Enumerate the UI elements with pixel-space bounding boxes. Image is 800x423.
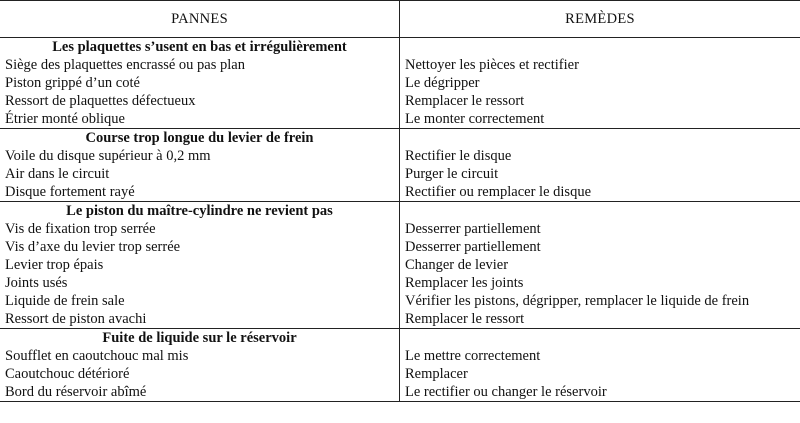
table-section [0, 129, 800, 202]
remede-cell: Remplacer le ressort [405, 93, 525, 109]
table-section [0, 38, 800, 129]
panne-cell: Ressort de piston avachi [0, 310, 400, 328]
remede-cell: Le monter correctement [405, 111, 545, 127]
panne-cell: Caoutchouc détérioré [0, 365, 400, 383]
section-title-spacer [400, 329, 800, 347]
section-title: Course trop longue du levier de frein [0, 129, 400, 147]
remede-cell: Purger le circuit [405, 166, 499, 182]
remede-cell: Le rectifier ou changer le réservoir [405, 384, 607, 400]
table-row [0, 256, 800, 274]
panne-cell: Vis d’axe du levier trop serrée [0, 238, 400, 256]
remede-cell: Remplacer les joints [405, 275, 524, 291]
remede-cell: Desserrer partiellement [405, 221, 541, 237]
remede-cell: Desserrer partiellement [405, 239, 541, 255]
panne-cell: Voile du disque supérieur à 0,2 mm [0, 147, 400, 165]
table-row [0, 92, 800, 110]
section-title: Les plaquettes s’usent en bas et irrégulièrement [0, 38, 400, 56]
table-row [0, 147, 800, 165]
remede-cell: Remplacer le ressort [405, 311, 525, 327]
table-row [0, 220, 800, 238]
table-row [0, 110, 800, 128]
table-row [0, 238, 800, 256]
panne-cell: Soufflet en caoutchouc mal mis [0, 347, 400, 365]
panne-cell: Levier trop épais [0, 256, 400, 274]
remede-cell: Remplacer [405, 366, 468, 382]
table-row [0, 74, 800, 92]
panne-cell: Joints usés [0, 274, 400, 292]
panne-cell: Disque fortement rayé [0, 183, 400, 201]
remede-cell: Le mettre correctement [405, 348, 541, 364]
section-title-spacer [400, 38, 800, 56]
section-title: Le piston du maître-cylindre ne revient pas [0, 202, 400, 220]
panne-cell: Étrier monté oblique [0, 110, 400, 128]
panne-cell: Ressort de plaquettes défectueux [0, 92, 400, 110]
table-section [0, 202, 800, 329]
table-row [0, 183, 800, 201]
table-section [0, 329, 800, 402]
table-row [0, 56, 800, 74]
remede-cell: Rectifier le disque [405, 148, 512, 164]
table-row [0, 292, 800, 310]
table-body [0, 38, 800, 402]
remede-cell: Rectifier ou remplacer le disque [405, 184, 592, 200]
table-row [0, 310, 800, 328]
remede-cell: Nettoyer les pièces et rectifier [405, 57, 579, 73]
section-title-row [0, 202, 800, 220]
panne-cell: Liquide de frein sale [0, 292, 400, 310]
table-row [0, 365, 800, 383]
section-title-row [0, 129, 800, 147]
table-header [0, 1, 800, 38]
table-row [0, 383, 800, 401]
table-row [0, 165, 800, 183]
panne-cell: Air dans le circuit [0, 165, 400, 183]
panne-cell: Bord du réservoir abîmé [0, 383, 400, 401]
table-row [0, 274, 800, 292]
header-remedes: REMÈDES [565, 10, 635, 27]
remede-cell: Changer de levier [405, 257, 509, 273]
panne-cell: Piston grippé d’un coté [0, 74, 400, 92]
remede-cell: Vérifier les pistons, dégripper, remplacer le liquide de frein [405, 293, 750, 309]
section-title-spacer [400, 129, 800, 147]
section-title-row [0, 329, 800, 347]
section-title-row [0, 38, 800, 56]
remede-cell: Le dégripper [405, 75, 480, 91]
panne-cell: Siège des plaquettes encrassé ou pas plan [0, 56, 400, 74]
header-pannes: PANNES [0, 1, 400, 37]
section-title: Fuite de liquide sur le réservoir [0, 329, 400, 347]
table-row [0, 347, 800, 365]
section-title-spacer [400, 202, 800, 220]
panne-cell: Vis de fixation trop serrée [0, 220, 400, 238]
